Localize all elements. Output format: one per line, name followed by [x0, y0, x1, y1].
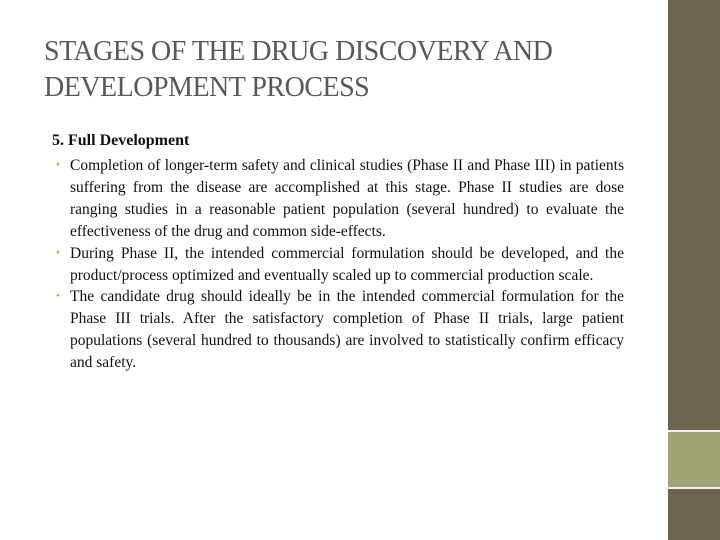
bullet-icon: • [56, 159, 60, 171]
sidebar-bottom-block [668, 489, 720, 540]
bullet-icon: • [56, 290, 60, 303]
section-heading: 5. Full Development [52, 132, 190, 149]
bullet-item [52, 155, 624, 243]
bullet-list [52, 155, 624, 374]
slide-title-line-1: STAGES OF THE DRUG DISCOVERY AND [44, 36, 553, 67]
sidebar-dark-block [668, 0, 720, 430]
bullet-text: Completion of longer-term safety and clinical studies (Phase II and Phase III) in patients suffering from the disease are accomplished at this stage. Phase II studies are dose ranging studies in a reasonable patient population (several hundred) to evaluate the effectiveness of the drug and common side-effects. [70, 157, 624, 240]
slide-title-line-2: DEVELOPMENT PROCESS [44, 72, 370, 103]
slide-title [44, 34, 644, 106]
bullet-text: The candidate drug should ideally be in the intended commercial formulation for the Phase III trials. After the satisfactory completion of Phase II trials, large patient populations (several hundred to thousands) are involved to statistically confirm efficacy and safety. [70, 288, 624, 372]
bullet-icon: • [56, 246, 60, 259]
bullet-item [52, 243, 624, 287]
bullet-item [52, 286, 624, 374]
decorative-sidebar [668, 0, 720, 540]
bullet-text: During Phase II, the intended commercial formulation should be developed, and the product/process optimized and eventually scaled up to commercial production scale. [70, 244, 624, 284]
sidebar-accent-block [668, 432, 720, 487]
